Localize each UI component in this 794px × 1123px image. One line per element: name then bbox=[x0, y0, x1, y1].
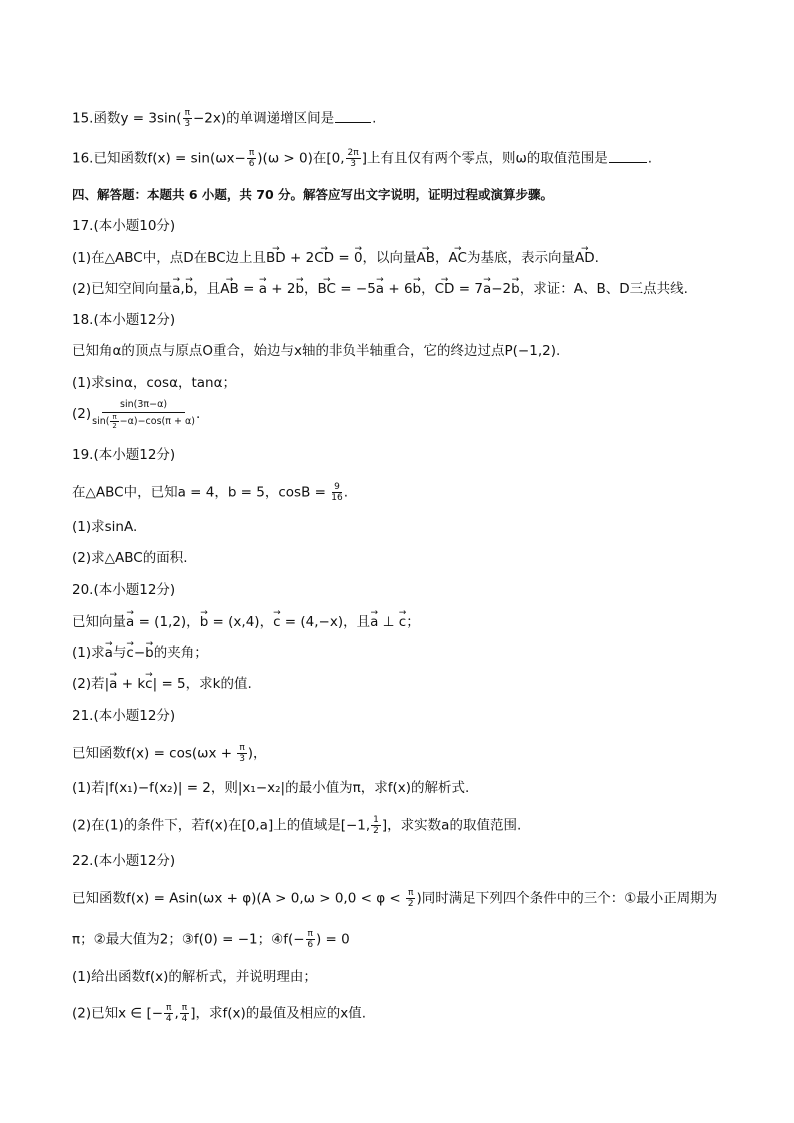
question-22-part-1: (1)给出函数f(x)的解析式，并说明理由； bbox=[72, 969, 317, 985]
question-19-stem: 在△ABC中，已知a = 4，b = 5，cosB = $\frac{9}{16}$ . bbox=[72, 482, 348, 503]
fraction: $\frac{\pi}{4}$ bbox=[181, 1003, 188, 1024]
answer-blank bbox=[335, 110, 371, 123]
section-heading: 四、解答题：本题共 6 小题，共 70 分。解答应写出文字说明，证明过程或演算步骤。 bbox=[72, 187, 554, 202]
question-17-header: 17.(本小题10分) bbox=[72, 218, 176, 234]
question-20-part-1: (1)求→ a与→ c−→ b的夹角； bbox=[72, 644, 208, 662]
fraction: $\frac{1}{2}$ bbox=[373, 815, 379, 836]
question-20-header: 20.(本小题12分) bbox=[72, 582, 176, 598]
question-19-part-2: (2)求△ABC的面积. bbox=[72, 550, 188, 566]
question-18-part-2: (2) sin(3π−α) sin( $\frac{\pi}{2}$ −α)−cos(π + α) . bbox=[72, 399, 201, 430]
question-22-conditions: π；②最大值为2；③f(0) = −1；④f(− $\frac{\pi}{6}$ ) = 0 bbox=[72, 929, 350, 950]
fraction: $\frac{9}{16}$ bbox=[331, 482, 343, 503]
question-20-stem: 已知向量→ a = (1,2)，→ b = (x,4)，→ c = (4,−x)，且→ a ⊥ → c； bbox=[72, 613, 420, 631]
question-18-stem: 已知角α的顶点与原点O重合，始边与x轴的非负半轴重合，它的终边过点P(−1,2). bbox=[72, 343, 561, 359]
question-19-part-1: (1)求sinA. bbox=[72, 519, 138, 535]
fraction: $\frac{\pi}{2}$ bbox=[407, 888, 414, 909]
question-19-header: 19.(本小题12分) bbox=[72, 447, 176, 463]
question-21-part-1: (1)若|f(x₁)−f(x₂)| = 2，则|x₁−x₂|的最小值为π，求f(x)的解析式. bbox=[72, 780, 470, 796]
question-15: 15.函数y = 3sin( $\frac{\pi}{3}$ −2x)的单调递增区间是 . bbox=[72, 108, 377, 129]
question-16: 16.已知函数f(x) = sin(ωx− $\frac{\pi}{6}$ )(ω > 0)在[0, $\frac{2\pi}{3}$ ]上有且仅有两个零点，则ω的取值范围是 . bbox=[72, 148, 653, 169]
fraction: $\frac{\pi}{3}$ bbox=[184, 108, 191, 129]
fraction: $\frac{2\pi}{3}$ bbox=[347, 148, 359, 169]
question-22-header: 22.(本小题12分) bbox=[72, 853, 176, 869]
question-17-part-2: (2)已知空间向量→ a,→ b，且→ AB = → a + 2→ b，→ BC = −5→ a + 6→ b，→ CD = 7→ a−2→ b，求证：A、B、D三点共线. bbox=[72, 280, 688, 298]
question-21-part-2: (2)在(1)的条件下，若f(x)在[0,a]上的值域是[−1, $\frac{1}{2}$ ]，求实数a的取值范围. bbox=[72, 815, 522, 836]
answer-blank bbox=[609, 150, 647, 163]
question-22-part-2: (2)已知x ∈ [− $\frac{\pi}{4}$ , $\frac{\pi}{4}$ ]，求f(x)的最值及相应的x值. bbox=[72, 1003, 367, 1024]
question-22-stem: 已知函数f(x) = Asin(ωx + φ)(A > 0,ω > 0,0 < φ < $\frac{\pi}{2}$ )同时满足下列四个条件中的三个：①最小正周期为 bbox=[72, 888, 718, 909]
fraction: $\frac{\pi}{6}$ bbox=[307, 929, 314, 950]
fraction: $\frac{\pi}{4}$ bbox=[165, 1003, 172, 1024]
fraction: sin(3π−α) sin( $\frac{\pi}{2}$ −α)−cos(π + α) bbox=[92, 399, 195, 430]
question-17-part-1: (1)在△ABC中，点D在BC边上且→ BD + 2→ CD = → 0，以向量→ AB，→ AC为基底，表示向量→ AD. bbox=[72, 249, 599, 267]
question-18-part-1: (1)求sinα，cosα，tanα； bbox=[72, 375, 236, 391]
fraction: $\frac{\pi}{6}$ bbox=[248, 148, 255, 169]
question-21-header: 21.(本小题12分) bbox=[72, 708, 176, 724]
fraction: $\frac{\pi}{3}$ bbox=[239, 743, 245, 764]
question-21-stem: 已知函数f(x) = cos(ωx + $\frac{\pi}{3}$ )， bbox=[72, 743, 267, 764]
question-20-part-2: (2)若|→ a + k→ c| = 5，求k的值. bbox=[72, 675, 252, 693]
question-18-header: 18.(本小题12分) bbox=[72, 312, 176, 328]
